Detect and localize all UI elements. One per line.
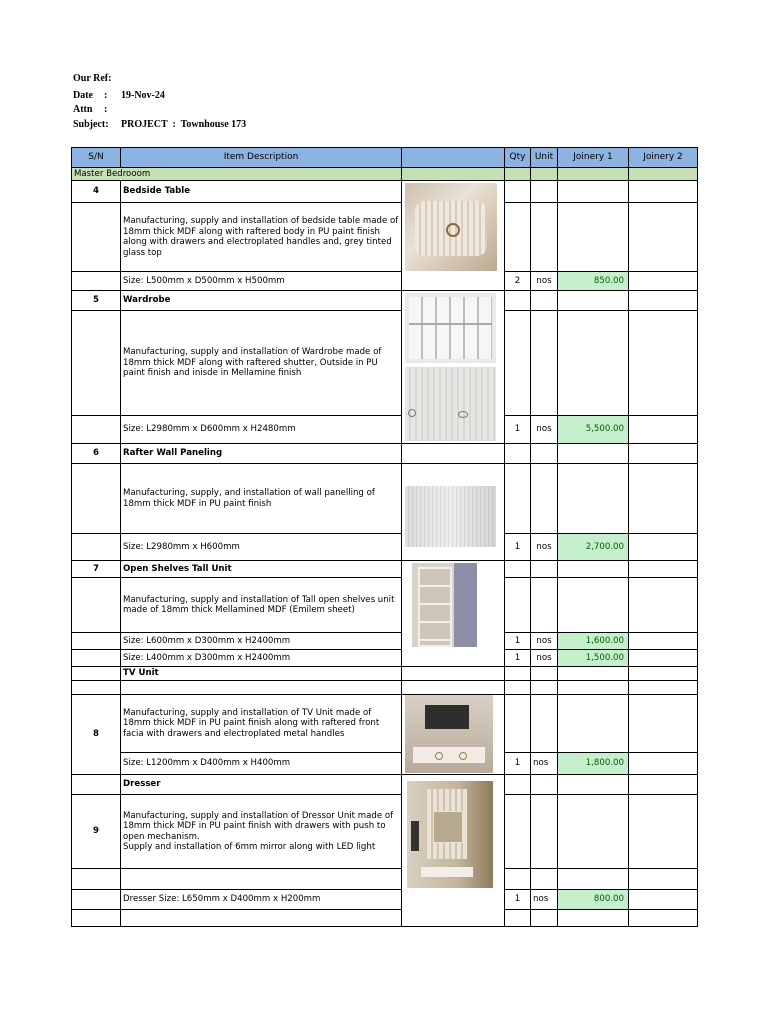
item-description: Manufacturing, supply and installation of TV Unit made of 18mm thick MDF in PU paint finish along with raftered front facia with drawers and electroplated metal handles: [121, 695, 402, 753]
table-row: [72, 272, 698, 291]
date-colon: :: [104, 90, 108, 101]
quotation-table: [71, 147, 698, 927]
item-qty: 1: [505, 633, 531, 650]
item-size: Size: L1200mm x D400mm x H400mm: [121, 753, 402, 775]
item-title: Rafter Wall Paneling: [121, 444, 402, 464]
table-row: [72, 775, 698, 795]
item-sn: 9: [72, 795, 121, 869]
item-size: Dresser Size: L650mm x D400mm x H200mm: [121, 890, 402, 910]
table-row: [72, 561, 698, 578]
table-row: [72, 795, 698, 869]
item-qty: 1: [505, 416, 531, 444]
subject-label: Subject:: [73, 119, 109, 130]
col-unit-header: Unit: [531, 148, 558, 168]
item-description: [121, 795, 402, 869]
item-price: 2,700.00: [558, 534, 629, 561]
item-title: Bedside Table: [121, 181, 402, 203]
table-row: [72, 695, 698, 753]
table-row: [72, 667, 698, 681]
item-description: Manufacturing, supply and installation of Wardrobe made of 18mm thick MDF along with raftered shutter, Outside in PU paint finish and inisde in Mellamine finish: [121, 311, 402, 416]
table-row: [72, 444, 698, 464]
item-qty: 1: [505, 534, 531, 561]
date-label: Date: [73, 90, 93, 101]
item-title: TV Unit: [121, 667, 402, 681]
table-row: [72, 464, 698, 534]
item-size: Size: L400mm x D300mm x H2400mm: [121, 650, 402, 667]
letter-header: [73, 73, 373, 133]
table-row: [72, 753, 698, 775]
item-sn: 8: [72, 695, 121, 775]
item-qty: 1: [505, 650, 531, 667]
item-title: Wardrobe: [121, 291, 402, 311]
table-row: [72, 203, 698, 272]
item-unit: nos: [531, 633, 558, 650]
wardrobe-image: [402, 291, 505, 444]
item-sn: 7: [72, 561, 121, 578]
table-row: [72, 910, 698, 927]
table-row: [72, 650, 698, 667]
item-sn: 6: [72, 444, 121, 464]
table-row: [72, 416, 698, 444]
item-price: 1,800.00: [558, 753, 629, 775]
table-row: [72, 181, 698, 203]
table-row: [72, 534, 698, 561]
item-unit: nos: [531, 890, 558, 910]
item-title: Dresser: [121, 775, 402, 795]
wall-paneling-image: [402, 464, 505, 561]
col-sn-header: S/N: [72, 148, 121, 168]
item-sn: 5: [72, 291, 121, 311]
our-ref-label: Our Ref:: [73, 73, 112, 84]
item-qty: 1: [505, 890, 531, 910]
table-row: [72, 681, 698, 695]
attn-label: Attn: [73, 104, 93, 115]
item-price: 1,500.00: [558, 650, 629, 667]
subject-value: PROJECT : Townhouse 173: [121, 119, 247, 130]
item-qty: 1: [505, 753, 531, 775]
tv-unit-image: [402, 695, 505, 775]
table-row: [72, 311, 698, 416]
item-size: Size: L500mm x D500mm x H500mm: [121, 272, 402, 291]
col-qty-header: Qty: [505, 148, 531, 168]
item-unit: nos: [531, 534, 558, 561]
item-price: 5,500.00: [558, 416, 629, 444]
item-size: Size: L2980mm x D600mm x H2480mm: [121, 416, 402, 444]
item-unit: nos: [531, 753, 558, 775]
item-sn: 4: [72, 181, 121, 203]
item-unit: nos: [531, 272, 558, 291]
table-row: [72, 578, 698, 633]
table-row: [72, 869, 698, 890]
attn-colon: :: [104, 104, 108, 115]
table-header-row: [72, 148, 698, 168]
item-price: 850.00: [558, 272, 629, 291]
item-unit: nos: [531, 650, 558, 667]
dresser-desc-line1: Manufacturing, supply and installation of Dressor Unit made of 18mm thick MDF in PU paint finish with drawers with push to open mechanism.: [123, 810, 394, 842]
col-desc-header: Item Description: [121, 148, 402, 168]
date-value: 19-Nov-24: [121, 90, 165, 101]
item-unit: nos: [531, 416, 558, 444]
item-description: Manufacturing, supply and installation of Tall open shelves unit made of 18mm thick Mellamined MDF (Emilem sheet): [121, 578, 402, 633]
dresser-image: [402, 775, 505, 927]
item-price: 800.00: [558, 890, 629, 910]
section-title: Master Bedrooom: [72, 168, 402, 181]
item-description: Manufacturing, supply and installation of bedside table made of 18mm thick MDF along with raftered body in PU paint finish along with drawers and electroplated handles and, grey tinted glass top: [121, 203, 402, 272]
table-row: [72, 291, 698, 311]
section-row: [72, 168, 698, 181]
item-price: 1,600.00: [558, 633, 629, 650]
bedside-table-image: [402, 181, 505, 291]
item-size: Size: L2980mm x H600mm: [121, 534, 402, 561]
table-row: [72, 633, 698, 650]
item-qty: 2: [505, 272, 531, 291]
item-size: Size: L600mm x D300mm x H2400mm: [121, 633, 402, 650]
dresser-desc-line2: Supply and installation of 6mm mirror along with LED light: [123, 842, 376, 852]
col-joinery1-header: Joinery 1: [558, 148, 629, 168]
item-description: Manufacturing, supply, and installation of wall panelling of 18mm thick MDF in PU paint finish: [121, 464, 402, 534]
table-row: [72, 890, 698, 910]
shelves-unit-image: [402, 561, 505, 667]
col-image-header: [402, 148, 505, 168]
item-title: Open Shelves Tall Unit: [121, 561, 402, 578]
col-joinery2-header: Joinery 2: [629, 148, 698, 168]
